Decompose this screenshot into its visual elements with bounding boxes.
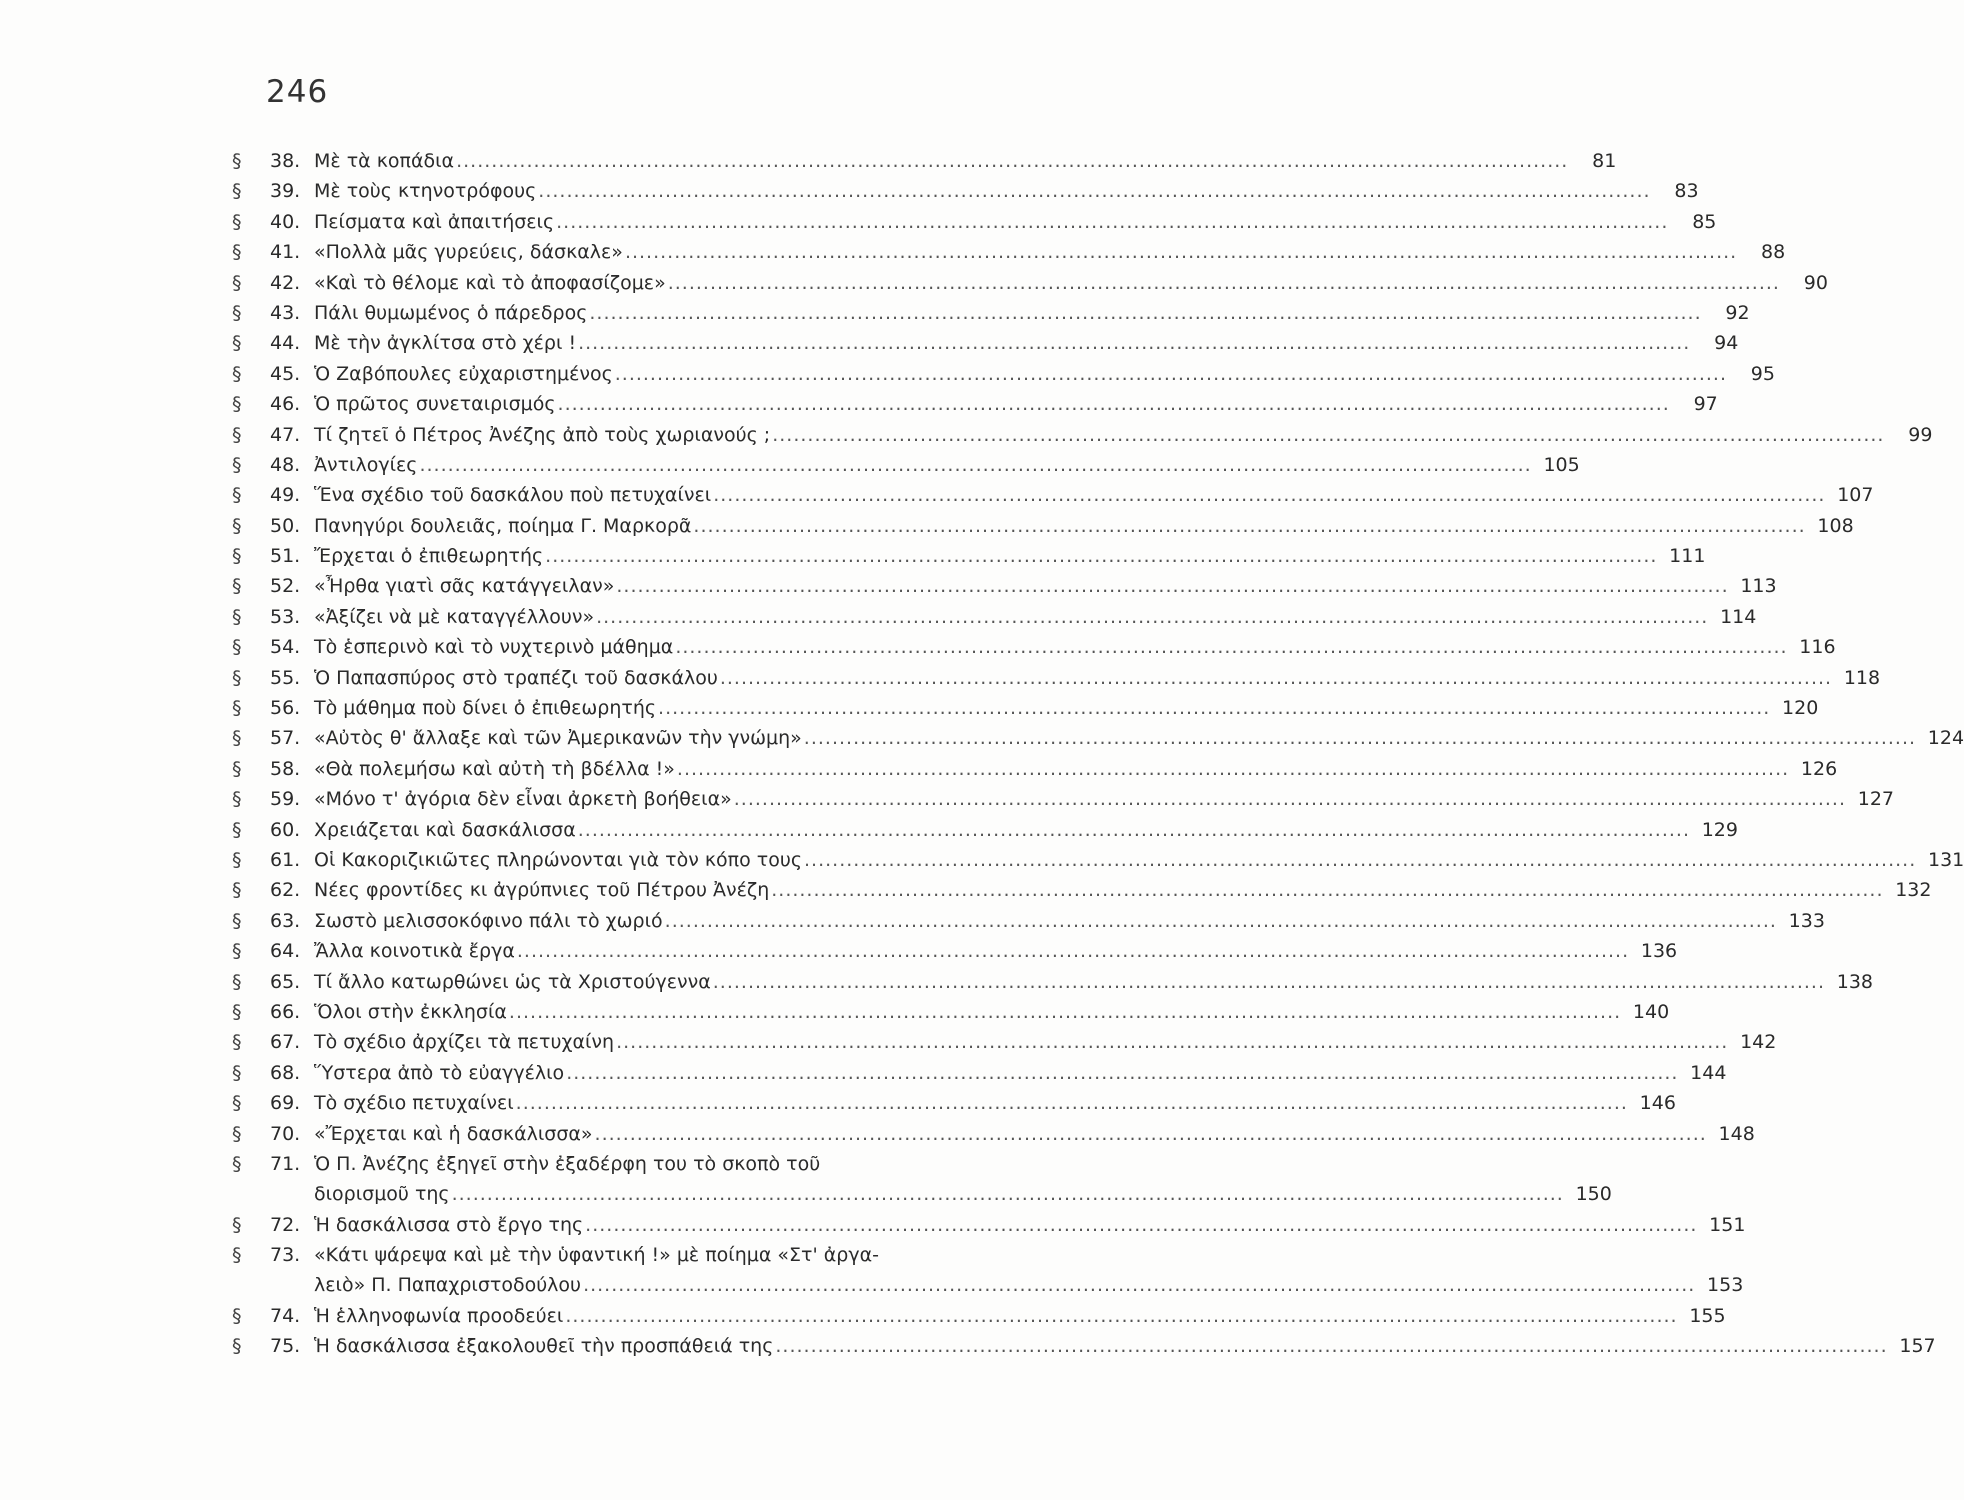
entry-title: Ἡ δασκάλισσα ἐξακολουθεῖ τὴν προσπάθειά της [314,1335,774,1358]
entry-page: 148 [1718,1122,1755,1145]
section-number: 60. [270,818,301,841]
entry-title: Χρειάζεται καὶ δασκάλισσα [314,818,576,841]
toc-entry [232,754,1838,784]
toc-entry [232,875,1932,905]
section-number: 58. [270,757,301,780]
toc-entry [232,541,1706,571]
dot-leader [665,906,1777,936]
dot-leader [578,815,1690,845]
section-mark: § [232,605,242,628]
section-number: 66. [270,1000,301,1023]
dot-leader [775,1331,1887,1361]
section-mark: § [232,1031,242,1054]
entry-title: Τὸ ἑσπερινὸ καὶ τὸ νυχτερινὸ μάθημα [314,636,674,659]
entry-title: Ὁ Π. Ἀνέζης ἐξηγεῖ στὴν ἐξαδέρφη του τὸ σκοπὸ τοῦ [314,1152,821,1175]
section-number: 70. [270,1122,301,1145]
section-mark: § [232,757,242,780]
section-number: 73. [270,1244,301,1267]
toc-entry [232,1210,1746,1240]
section-number: 54. [270,636,301,659]
toc-entry [232,237,1786,267]
toc-entry [232,571,1777,601]
entry-page: 83 [1674,180,1699,203]
toc-entry [232,176,1699,206]
section-mark: § [232,1335,242,1358]
section-mark: § [232,545,242,568]
entry-title: Τί ζητεῖ ὁ Πέτρος Ἀνέζης ἀπὸ τοὺς χωριανούς ; [314,423,771,446]
entry-title: «Πολλὰ μᾶς γυρεύεις, δάσκαλε» [314,241,623,264]
dot-leader [713,967,1825,997]
section-mark: § [232,210,242,233]
toc-entry [232,298,1750,328]
dot-leader [616,1027,1728,1057]
entry-page: 88 [1761,241,1786,264]
section-mark: § [232,970,242,993]
section-number: 72. [270,1213,301,1236]
section-mark: § [232,1244,242,1267]
section-mark: § [232,909,242,932]
entry-title: «Μόνο τ' ἀγόρια δὲν εἶναι ἀρκετὴ βοήθεια» [314,788,732,811]
toc-entry [232,936,1678,966]
toc-entry [232,1058,1727,1088]
toc-entry [232,967,1873,997]
entry-title: Τί ἄλλο κατωρθώνει ὡς τὰ Χριστούγεννα [314,970,711,993]
dot-leader [583,1270,1695,1300]
entry-page: 138 [1836,970,1873,993]
entry-title: Μὲ τὰ κοπάδια [314,150,455,172]
dot-leader [589,298,1701,328]
section-number: 49. [270,484,301,507]
section-number: 56. [270,697,301,720]
dot-leader [452,1179,1564,1209]
entry-title: «Καὶ τὸ θέλομε καὶ τὸ ἀποφασίζομε» [314,271,666,294]
section-mark: § [232,697,242,720]
section-mark: § [232,423,242,446]
dot-leader [720,663,1832,693]
entry-page: 81 [1592,150,1617,172]
entry-title: Ὅλοι στὴν ἐκκλησία [314,1000,507,1023]
dot-leader [804,845,1916,875]
dot-leader [516,1088,1628,1118]
entry-page: 99 [1908,423,1933,446]
section-number: 52. [270,575,301,598]
entry-page: 155 [1689,1304,1726,1327]
toc-entry [232,1240,1744,1301]
toc-entry [232,328,1739,358]
entry-page: 126 [1800,757,1838,780]
section-mark: § [232,666,242,689]
entry-page: 94 [1714,332,1739,355]
section-mark: § [232,1000,242,1023]
toc-entry [232,1331,1936,1361]
entry-title: Οἱ Κακοριζικιῶτες πληρώνονται γιὰ τὸν κόπο τους [314,848,802,871]
dot-leader [771,875,1883,905]
entry-title: διορισμοῦ της [314,1183,450,1206]
section-number: 53. [270,605,301,628]
toc-entry [232,632,1836,662]
entry-page: 105 [1543,453,1580,476]
entry-title: Μὲ τὴν ἀγκλίτσα στὸ χέρι ! [314,332,577,355]
section-number: 47. [270,423,301,446]
dot-leader [658,693,1770,723]
entry-page: 116 [1799,636,1836,659]
dot-leader [538,176,1650,206]
section-number: 71. [270,1152,301,1175]
dot-leader [625,237,1737,267]
section-number: 55. [270,666,301,689]
dot-leader [668,268,1780,298]
entry-page: 131 [1927,848,1964,871]
entry-title: Ἄλλα κοινοτικὰ ἔργα [314,940,515,963]
entry-title: «Ἦρθα γιατὶ σᾶς κατάγγειλαν» [314,575,615,598]
entry-title: Τὸ σχέδιο ἀρχίζει τὰ πετυχαίνη [314,1031,615,1054]
dot-leader [509,997,1621,1027]
entry-page: 140 [1632,1000,1670,1023]
dot-leader [578,328,1690,358]
section-number: 46. [270,393,301,416]
entry-page: 133 [1788,909,1825,932]
entry-title: Νέες φροντίδες κι ἀγρύπνιες τοῦ Πέτρου Ἀνέζη [314,879,770,902]
entry-title: «Αὐτὸς θ' ἄλλαξε καὶ τῶν Ἀμερικανῶν τὴν γνώμη» [314,727,802,750]
dot-leader [596,602,1708,632]
entry-page: 132 [1895,879,1932,902]
entry-page: 90 [1803,271,1828,294]
dot-leader [804,723,1916,753]
section-number: 69. [270,1092,301,1115]
section-mark: § [232,362,242,385]
section-number: 67. [270,1031,301,1054]
toc-entry [232,207,1717,237]
section-mark: § [232,1061,242,1084]
section-number: 64. [270,940,301,963]
entry-page: 150 [1575,1183,1612,1206]
section-number: 74. [270,1304,301,1327]
entry-page: 114 [1720,605,1757,628]
toc-entry [232,420,1933,450]
entry-page: 146 [1639,1092,1676,1115]
section-number: 57. [270,727,301,750]
section-mark: § [232,1092,242,1115]
entry-title: Πείσματα καὶ ἀπαιτήσεις [314,210,555,233]
entry-page: 95 [1750,362,1775,385]
section-mark: § [232,393,242,416]
section-number: 59. [270,788,301,811]
entry-page: 151 [1709,1213,1746,1236]
section-number: 63. [270,909,301,932]
section-number: 65. [270,970,301,993]
section-mark: § [232,1304,242,1327]
toc-entry [232,359,1775,389]
entry-title: Ἀντιλογίες [314,453,418,476]
section-mark: § [232,848,242,871]
entry-page: 113 [1740,575,1777,598]
toc-entry [232,1119,1755,1149]
entry-title: Ὁ πρῶτος συνεταιρισμός [314,393,556,416]
dot-leader [616,571,1728,601]
dot-leader [675,632,1787,662]
section-mark: § [232,940,242,963]
dot-leader [556,207,1668,237]
entry-title: Ἕνα σχέδιο τοῦ δασκάλου ποὺ πετυχαίνει [314,484,712,507]
dot-leader [566,1058,1678,1088]
section-mark: § [232,484,242,507]
dot-leader [615,359,1727,389]
entry-page: 111 [1669,545,1706,568]
toc-entry [232,997,1670,1027]
section-mark: § [232,1213,242,1236]
toc-entry [232,268,1828,298]
entry-title: «Θὰ πολεμήσω καὶ αὐτὴ τὴ βδέλλα !» [314,757,675,780]
dot-leader [595,1119,1707,1149]
entry-page: 153 [1707,1274,1744,1297]
section-number: 44. [270,332,301,355]
entry-title: Τὸ μάθημα ποὺ δίνει ὁ ἐπιθεωρητής [314,697,657,720]
dot-leader [517,936,1629,966]
section-mark: § [232,575,242,598]
toc-entry [232,1027,1777,1057]
table-of-contents [232,146,1964,1362]
entry-page: 129 [1701,818,1738,841]
toc-entry [232,450,1580,480]
dot-leader [545,541,1657,571]
toc-entry [232,1149,1612,1210]
entry-title: Μὲ τοὺς κτηνοτρόφους [314,180,537,203]
page-number: 246 [266,74,329,110]
toc-entry [232,511,1854,541]
entry-title: Σωστὸ μελισσοκόφινο πάλι τὸ χωριό [314,909,663,932]
section-mark: § [232,818,242,841]
section-number: 68. [270,1061,301,1084]
dot-leader [677,754,1789,784]
dot-leader [565,1301,1677,1331]
section-number: 48. [270,453,301,476]
dot-leader [734,784,1846,814]
entry-page: 92 [1725,301,1750,324]
entry-title: Ὕστερα ἀπὸ τὸ εὐαγγέλιο [314,1061,565,1084]
entry-title: Ἡ δασκάλισσα στὸ ἔργο της [314,1213,584,1236]
entry-page: 97 [1693,393,1718,416]
section-mark: § [232,301,242,324]
section-mark: § [232,150,242,172]
entry-title: Ἔρχεται ὁ ἐπιθεωρητής [314,545,544,568]
dot-leader [772,420,1884,450]
entry-page: 108 [1817,514,1854,537]
section-mark: § [232,727,242,750]
toc-entry [232,845,1964,875]
section-mark: § [232,271,242,294]
entry-page: 157 [1899,1335,1936,1358]
section-number: 51. [270,545,301,568]
entry-title: Ἡ ἑλληνοφωνία προοδεύει [314,1304,564,1327]
dot-leader [419,450,1531,480]
section-number: 41. [270,241,301,264]
toc-entry [232,146,1617,176]
entry-page: 85 [1692,210,1717,233]
dot-leader [456,146,1568,176]
section-number: 75. [270,1335,301,1358]
section-number: 50. [270,514,301,537]
dot-leader [693,511,1805,541]
section-mark: § [232,879,242,902]
toc-entry [232,663,1881,693]
toc-entry [232,602,1757,632]
entry-page: 127 [1857,788,1895,811]
toc-entry [232,1301,1726,1331]
toc-entry [232,1088,1676,1118]
section-mark: § [232,636,242,659]
toc-entry [232,389,1718,419]
entry-title: Πάλι θυμωμένος ὁ πάρεδρος [314,301,588,324]
toc-entry [232,815,1738,845]
section-mark: § [232,180,242,203]
entry-title: «Κάτι ψάρεψα καὶ μὲ τὴν ὑφαντική !» μὲ ποίημα «Στ' ἀργα- [314,1244,879,1267]
entry-page: 118 [1843,666,1881,689]
dot-leader [585,1210,1697,1240]
entry-page: 144 [1690,1061,1727,1084]
entry-title: «Ἀξίζει νὰ μὲ καταγγέλλουν» [314,605,595,628]
toc-entry [232,693,1819,723]
entry-title: Πανηγύρι δουλειᾶς, ποίημα Γ. Μαρκορᾶ [314,514,692,537]
section-mark: § [232,788,242,811]
entry-title: Ὁ Ζαβόπουλες εὐχαριστημένος [314,362,613,385]
toc-entry [232,906,1825,936]
section-number: 62. [270,879,301,902]
entry-title: Ὁ Παπασπύρος στὸ τραπέζι τοῦ δασκάλου [314,666,718,689]
section-number: 39. [270,180,301,203]
entry-title: Τὸ σχέδιο πετυχαίνει [314,1092,514,1115]
entry-page: 142 [1740,1031,1777,1054]
section-mark: § [232,241,242,264]
dot-leader [558,389,1670,419]
section-number: 61. [270,848,301,871]
section-number: 38. [270,150,301,172]
entry-title: «Ἔρχεται καὶ ἡ δασκάλισσα» [314,1122,593,1145]
section-mark: § [232,1122,242,1145]
entry-page: 124 [1927,727,1964,750]
toc-entry [232,480,1874,510]
dot-leader [713,480,1825,510]
section-number: 42. [270,271,301,294]
toc-entry [232,784,1895,814]
section-mark: § [232,332,242,355]
entry-page: 136 [1640,940,1678,963]
entry-page: 107 [1837,484,1874,507]
section-number: 43. [270,301,301,324]
toc-entry [232,723,1964,753]
entry-page: 120 [1782,697,1819,720]
section-mark: § [232,514,242,537]
entry-title: λειὸ» Π. Παπαχριστοδούλου [314,1274,582,1297]
section-mark: § [232,1152,242,1175]
section-mark: § [232,453,242,476]
section-number: 45. [270,362,301,385]
section-number: 40. [270,210,301,233]
